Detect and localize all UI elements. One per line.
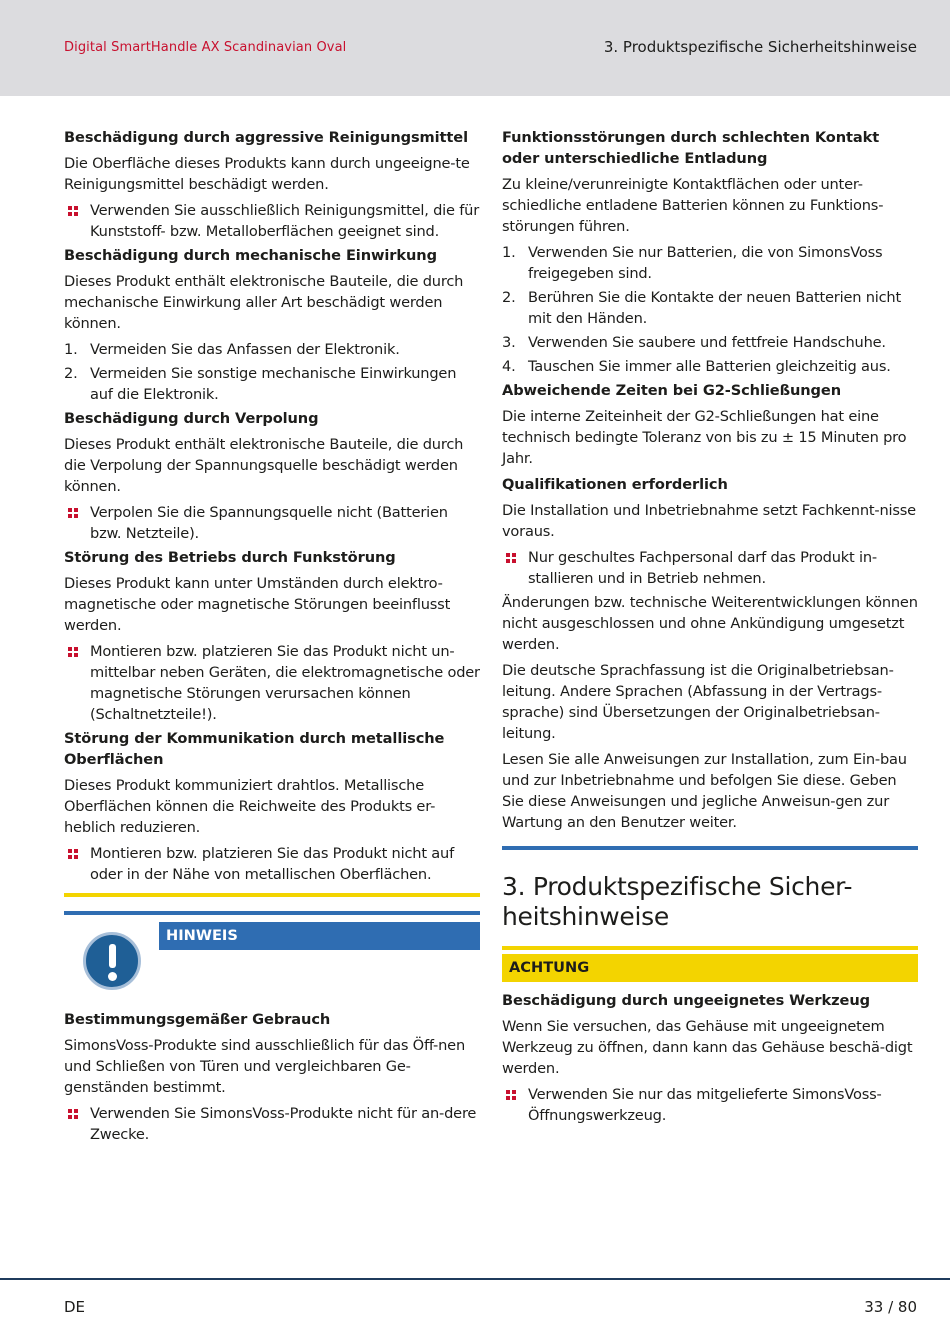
paragraph: Zu kleine/verunreinigte Kontaktflächen oder unter-schiedliche entladene Batterien können zu Funktions-störungen führen.	[502, 176, 884, 235]
paragraph: Dieses Produkt kommuniziert drahtlos. Metallische Oberflächen können die Reichweite des Produkts er-heblich reduzieren.	[64, 777, 436, 836]
chapter-title-header: 3. Produktspezifische Sicherheitshinweise	[603, 38, 917, 56]
bullet-item: Verwenden Sie SimonsVoss-Produkte nicht für an-dere Zwecke.	[64, 1103, 480, 1145]
bullet-item: Montieren bzw. platzieren Sie das Produkt nicht auf oder in der Nähe von metallischen Oberflächen.	[64, 843, 480, 885]
paragraph: Die Oberfläche dieses Produkts kann durch ungeeigne-te Reinigungsmittel beschädigt werden.	[64, 155, 470, 193]
hinweis-bar	[64, 911, 480, 915]
numbered-item: 1. Vermeiden Sie das Anfassen der Elektronik.	[64, 341, 400, 358]
section-heading: Beschädigung durch aggressive Reinigungsmittel	[64, 129, 469, 146]
hinweis-label: HINWEIS	[159, 922, 480, 950]
achtung-bar	[502, 946, 918, 950]
bullet-icon	[68, 647, 79, 658]
bullet-item: Montieren bzw. platzieren Sie das Produkt nicht un-mittelbar neben Geräten, die elektromagnetische oder magnetische Störungen verursachen können (Schaltnetzteile!).	[64, 641, 480, 725]
numbered-item: 3. Verwenden Sie saubere und fettfreie Handschuhe.	[502, 334, 886, 351]
paragraph: Lesen Sie alle Anweisungen zur Installation, zum Ein-bau und zur Inbetriebnahme und befolgen Sie diese. Geben Sie diese Anweisungen und jegliche Anweisun-gen zur Wartung an den Benutzer weiter.	[502, 751, 907, 831]
bullet-icon	[506, 553, 517, 564]
numbered-item: 2. Vermeiden Sie sonstige mechanische Einwirkungen auf die Elektronik.	[64, 365, 457, 403]
product-name: Digital SmartHandle AX Scandinavian Oval	[64, 40, 347, 55]
paragraph: Dieses Produkt kann unter Umständen durch elektro-magnetische oder magnetische Störungen beeinflusst werden.	[64, 575, 451, 634]
bullet-icon	[68, 1109, 79, 1120]
bullet-item: Verwenden Sie nur das mitgelieferte SimonsVoss-Öffnungswerkzeug.	[502, 1084, 918, 1126]
paragraph: Änderungen bzw. technische Weiterentwicklungen können nicht ausgeschlossen und ohne Ankündigung umgesetzt werden.	[502, 594, 918, 653]
paragraph: Wenn Sie versuchen, das Gehäuse mit ungeeignetem Werkzeug zu öffnen, dann kann das Gehäuse beschä-digt werden.	[502, 1018, 913, 1077]
bullet-item: Verwenden Sie ausschließlich Reinigungsmittel, die für Kunststoff- bzw. Metalloberflächen geeignet sind.	[64, 200, 480, 242]
paragraph: SimonsVoss-Produkte sind ausschließlich für das Öff-nen und Schließen von Türen und vergleichbaren Ge-genständen bestimmt.	[64, 1037, 465, 1096]
section-heading: Abweichende Zeiten bei G2-Schließungen	[502, 382, 841, 399]
numbered-item: 2. Berühren Sie die Kontakte der neuen Batterien nicht mit den Händen.	[502, 289, 902, 327]
left-column	[64, 127, 480, 1148]
separator-yellow	[64, 893, 480, 897]
numbered-item: 1. Verwenden Sie nur Batterien, die von SimonsVoss freigegeben sind.	[502, 244, 883, 282]
paragraph: Dieses Produkt enthält elektronische Bauteile, die durch mechanische Einwirkung aller Art beschädigt werden können.	[64, 273, 464, 332]
bullet-icon	[68, 849, 79, 860]
page-number: 33 / 80	[864, 1298, 917, 1316]
bullet-icon	[68, 508, 79, 519]
footer-rule	[0, 1278, 950, 1280]
bullet-icon	[506, 1090, 517, 1101]
right-column	[502, 127, 918, 1129]
paragraph: Die deutsche Sprachfassung ist die Originalbetriebsan-leitung. Andere Sprachen (Abfassung in der Vertrags-sprache) sind Übersetzungen der Originalbetriebsan-leitung.	[502, 662, 894, 742]
bullet-item: Verpolen Sie die Spannungsquelle nicht (Batterien bzw. Netzteile).	[64, 502, 480, 544]
chapter-rule	[502, 846, 918, 850]
section-heading: Bestimmungsgemäßer Gebrauch	[64, 1011, 331, 1028]
exclamation-icon	[83, 932, 141, 990]
chapter-heading: 3. Produktspezifische Sicher-heitshinweise	[502, 872, 853, 931]
bullet-icon	[68, 206, 79, 217]
paragraph: Dieses Produkt enthält elektronische Bauteile, die durch die Verpolung der Spannungsquelle beschädigt werden können.	[64, 436, 464, 495]
section-heading: Beschädigung durch Verpolung	[64, 410, 319, 427]
paragraph: Die interne Zeiteinheit der G2-Schließungen hat eine technisch bedingte Toleranz von bis zu ± 15 Minuten pro Jahr.	[502, 408, 907, 467]
hinweis-box	[64, 911, 480, 993]
section-heading: Qualifikationen erforderlich	[502, 476, 728, 493]
section-heading: Störung des Betriebs durch Funkstörung	[64, 549, 396, 566]
numbered-item: 4. Tauschen Sie immer alle Batterien gleichzeitig aus.	[502, 358, 891, 375]
section-heading: Störung der Kommunikation durch metallische Oberflächen	[64, 730, 445, 768]
section-heading: Beschädigung durch mechanische Einwirkung	[64, 247, 437, 264]
paragraph: Die Installation und Inbetriebnahme setzt Fachkennt-nisse voraus.	[502, 502, 916, 540]
section-heading: Funktionsstörungen durch schlechten Kontakt oder unterschiedliche Entladung	[502, 129, 880, 167]
language-code: DE	[64, 1298, 86, 1316]
page-header	[0, 0, 950, 96]
section-heading: Beschädigung durch ungeeignetes Werkzeug	[502, 992, 870, 1009]
bullet-item: Nur geschultes Fachpersonal darf das Produkt in-stallieren und in Betrieb nehmen.	[502, 547, 918, 589]
achtung-label: ACHTUNG	[502, 954, 918, 982]
